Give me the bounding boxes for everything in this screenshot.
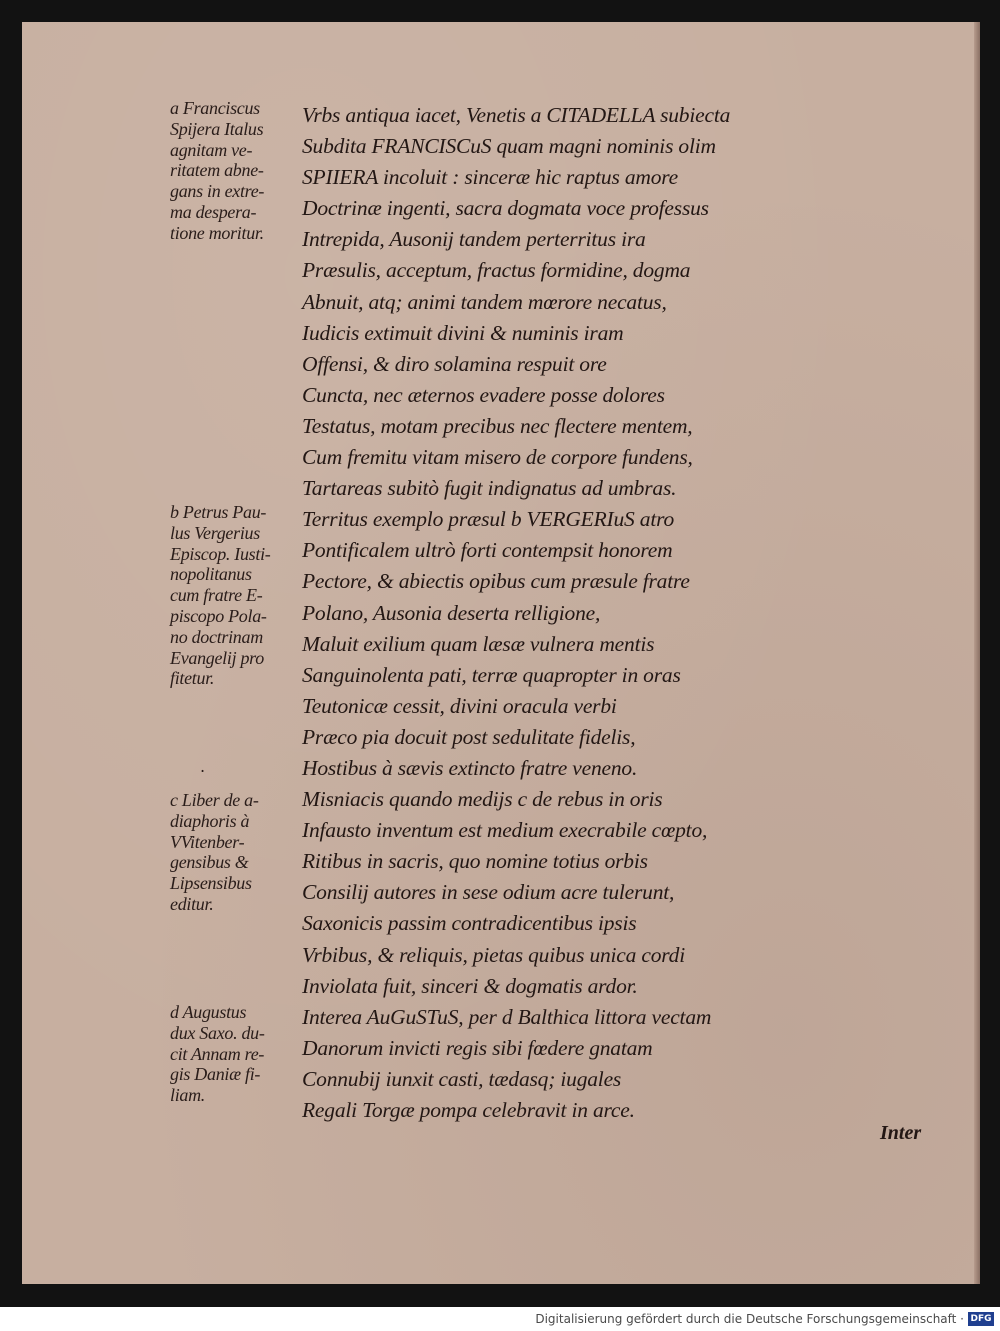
verse-line: Abnuit, atq; animi tandem mœrore necatus, xyxy=(302,289,667,314)
verse-line: Connubij iunxit casti, tædasq; iugales xyxy=(302,1066,622,1091)
verse-line: Tartareas subitò fugit indignatus ad umbras. xyxy=(302,476,677,501)
note-line: ritatem abne- xyxy=(170,160,264,181)
verse-line: Ritibus in sacris, quo nomine totius orbis xyxy=(302,849,648,874)
note-line: gensibus & xyxy=(170,852,249,873)
verse-line: Præsulis, acceptum, fractus formidine, dogma xyxy=(302,258,691,283)
margin-note-adiaphora xyxy=(170,790,318,915)
verse-block xyxy=(302,100,962,1126)
page-edge xyxy=(974,22,980,1284)
note-line: c Liber de a- xyxy=(170,790,259,810)
note-line: Lipsensibus xyxy=(170,873,252,894)
verse-line: Sanguinolenta pati, terræ quapropter in oras xyxy=(302,662,681,687)
note-line: ma despera- xyxy=(170,201,257,222)
margin-dot: . xyxy=(200,757,206,776)
verse-line: SPIIERA incoluit : sinceræ hic raptus amore xyxy=(302,165,678,190)
footer-bar xyxy=(0,1307,1000,1331)
verse-line: Testatus, motam precibus nec flectere mentem, xyxy=(302,413,693,438)
note-line: b Petrus Pau- xyxy=(170,502,267,522)
note-line: Spijera Italus xyxy=(170,118,264,139)
verse-line: Danorum invicti regis sibi fœdere gnatam xyxy=(302,1035,653,1060)
note-line: diaphoris à xyxy=(170,810,250,831)
note-line: agnitam ve- xyxy=(170,139,253,160)
note-line: liam. xyxy=(170,1085,206,1106)
verse-line: Regali Torgæ pompa celebravit in arce. xyxy=(302,1098,635,1122)
book-page xyxy=(22,22,980,1284)
verse-line: Subdita FRANCISCuS quam magni nominis olim xyxy=(302,134,716,159)
note-line: d Augustus xyxy=(170,1002,247,1022)
verse-line: Polano, Ausonia deserta relligione, xyxy=(302,600,601,625)
note-line: gans in extre- xyxy=(170,181,265,202)
note-line: tione moritur. xyxy=(170,222,264,243)
note-line: piscopo Pola- xyxy=(170,605,267,626)
margin-note-augustus xyxy=(170,1002,318,1106)
verse-line: Pontificalem ultrò forti contempsit honorem xyxy=(302,538,673,563)
verse-line: Saxonicis passim contradicentibus ipsis xyxy=(302,911,637,936)
verse-line: Maluit exilium quam læsæ vulnera mentis xyxy=(302,631,655,656)
note-line: fitetur. xyxy=(170,668,215,689)
verse-line: Infausto inventum est medium execrabile cœpto, xyxy=(302,818,708,843)
verse-line: Inviolata fuit, sinceri & dogmatis ardor. xyxy=(302,973,638,998)
verse-line: Misniacis quando medijs c de rebus in oris xyxy=(302,787,663,812)
note-line: nopolitanus xyxy=(170,564,252,585)
note-line: dux Saxo. du- xyxy=(170,1022,265,1043)
verse-line: Hostibus à sævis extincto fratre veneno. xyxy=(302,755,638,780)
verse-line: Præco pia docuit post sedulitate fidelis, xyxy=(302,724,636,749)
note-line: no doctrinam xyxy=(170,626,263,647)
verse-line: Cum fremitu vitam misero de corpore fundens, xyxy=(302,445,693,470)
verse-line: Interea AuGuSTuS, per d Balthica littora vectam xyxy=(302,1004,712,1029)
verse-line: Vrbs antiqua iacet, Venetis a CITADELLA subiecta xyxy=(302,103,731,127)
verse-line: Intrepida, Ausonij tandem perterritus ira xyxy=(302,227,646,252)
note-line: gis Daniæ fi- xyxy=(170,1064,261,1085)
note-line: VVitenber- xyxy=(170,831,245,852)
note-line: editur. xyxy=(170,893,214,914)
note-line: lus Vergerius xyxy=(170,522,260,543)
note-line: cit Annam re- xyxy=(170,1043,265,1064)
note-line: Episcop. Iusti- xyxy=(170,543,271,564)
catchword: Inter xyxy=(880,1122,922,1144)
verse-line: Cuncta, nec æternos evadere posse dolores xyxy=(302,382,665,407)
verse-line: Doctrinæ ingenti, sacra dogmata voce professus xyxy=(302,196,709,221)
verse-line: Pectore, & abiectis opibus cum præsule fratre xyxy=(302,569,690,594)
dfg-logo: DFG xyxy=(968,1312,994,1326)
verse-line: Iudicis extimuit divini & numinis iram xyxy=(302,320,624,345)
note-line: Evangelij pro xyxy=(170,647,264,668)
margin-note-franciscus xyxy=(170,98,318,244)
verse-line: Consilij autores in sese odium acre tulerunt, xyxy=(302,880,675,905)
verse-line: Territus exemplo præsul b VERGERIuS atro xyxy=(302,507,675,532)
note-line: cum fratre E- xyxy=(170,585,263,606)
verse-line: Teutonicæ cessit, divini oracula verbi xyxy=(302,693,617,718)
verse-line: Offensi, & diro solamina respuit ore xyxy=(302,351,607,376)
note-line: a Franciscus xyxy=(170,98,260,118)
funding-credit: Digitalisierung gefördert durch die Deutsche Forschungsgemeinschaft · xyxy=(535,1312,964,1326)
margin-note-vergerius xyxy=(170,502,318,689)
verse-line: Vrbibus, & reliquis, pietas quibus unica cordi xyxy=(302,942,685,967)
